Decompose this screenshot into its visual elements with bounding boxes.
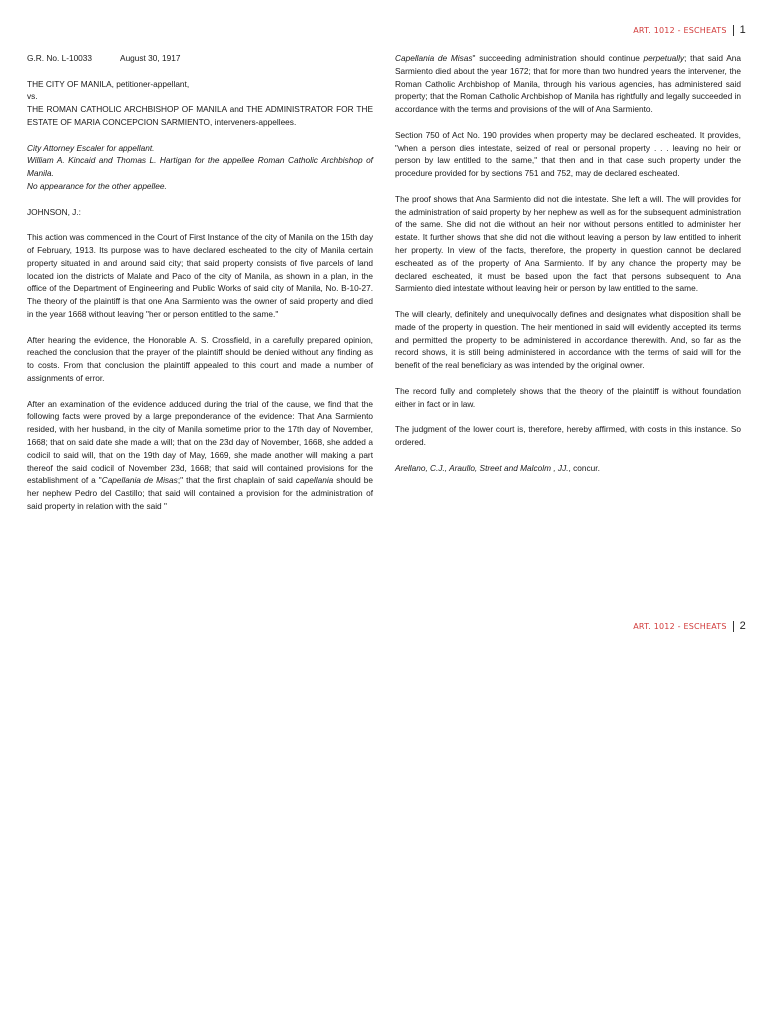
parties: [27, 78, 373, 129]
italic-term: capellania: [295, 475, 334, 486]
article-reference: ART. 1012 - ESCHEATS: [633, 621, 727, 631]
paragraph-6: The will clearly, definitely and unequivocally defines and designates what disposition shall be made of the property in question. The heir mentioned in said will evidently accepted its terms and permitted the property to be administered in accordance therewith. And, so far as the record shows, it is still being administered in accordance with the terms of said will for the benefit of the real beneficiary as was intended by the original owner.: [395, 308, 741, 371]
text-run: " succeeding administration should continue: [472, 53, 644, 63]
paragraph-7: The record fully and completely shows that the theory of the plaintiff is without foundation either in fact or in law.: [395, 385, 741, 409]
counsel-block: [27, 142, 373, 193]
case-number: G.R. No. L-10033: [27, 53, 93, 63]
counsel-other: No appearance for the other appellee.: [27, 180, 167, 191]
page-header-1: [633, 24, 746, 36]
paragraph-1: This action was commenced in the Court of First Instance of the city of Manila on the 15th day of February, 1913. Its purpose was to have declared escheated to the city of Manila certain property situated in and around said city; that said property consists of five parcels of land located ion the districts of Malate and Paco of the city of Manila, as shown in a plan, in the office of the Department of Engineering and Public Works of said city of Manila, No. B-10-27. The theory of the plaintiff is that one Ana Sarmiento was the owner of said property and died in the year 1668 without leaving "her or person entitled to the same.": [27, 232, 373, 319]
paragraph-8: The judgment of the lower court is, therefore, hereby affirmed, with costs in this instance. So ordered.: [395, 424, 741, 447]
article-reference: ART. 1012 - ESCHEATS: [633, 25, 727, 35]
versus: vs.: [27, 91, 38, 102]
right-column: [395, 52, 741, 487]
paragraph-3-continued: [395, 52, 741, 116]
text-run: After an examination of the evidence adduced during the trial of the cause, we find that the following facts were proved by a large preponderance of the evidence: That Ana Sarmiento resided, with her husband, in the city of Manila sometime prior to the 17th day of November, 1668; that on said date she made a will; that on the 23d day of November, 1668, she added a codicil to said will, that on the 19th day of May, 1669, she made another will making a part thereof the said codicil of November 23d, 1668; that said will contained provisions for the establishment of a ": [27, 398, 373, 486]
counsel-appellee: William A. Kincaid and Thomas L. Hartigan for the appellee Roman Catholic Archbishop of Manila.: [27, 155, 373, 179]
italic-term: Capellania de Misas: [395, 53, 473, 63]
page-number: 1: [739, 24, 746, 36]
counsel-appellant: City Attorney Escaler for appellant.: [27, 142, 155, 153]
paragraph-3: [27, 398, 373, 513]
respondents: THE ROMAN CATHOLIC ARCHBISHOP OF MANILA and THE ADMINISTRATOR FOR THE ESTATE OF MARIA CONCEPCION SARMIENTO, interveners-appellees.: [27, 104, 373, 127]
italic-term: perpetually: [643, 53, 685, 63]
header-divider: [733, 621, 734, 632]
petitioner: THE CITY OF MANILA, petitioner-appellant,: [27, 78, 190, 89]
page-header-2: [633, 620, 746, 632]
text-run: should be her nephew Pedro del Castillo; that said will contained a provision for the administration of said property in relation with the said ": [27, 475, 373, 511]
paragraph-4: Section 750 of Act No. 190 provides when property may be declared escheated. It provides, "when a person dies intestate, seized of real or personal property . . . leaving no heir or person by law entitled to the same," that then and in that case such property under the procedure provided for by sections 751 and 752, may de declared escheated.: [395, 129, 741, 179]
text-run: ; that said Ana Sarmiento died about the year 1672; that for more than two hundred years the intervener, the Roman Catholic Archbishop of Manila, through his various agencies, has administered said property; that the Roman Catholic Archbishop of Manila has rightfully and legally succeeded in accordance with the terms and provisions of the will of Ana Sarmiento.: [395, 53, 741, 115]
case-number-line: [27, 52, 373, 65]
case-date: August 30, 1917: [120, 53, 181, 63]
ponente: JOHNSON, J.:: [27, 206, 81, 217]
left-column: [27, 52, 373, 525]
text-run: ;" that the first chaplain of said: [177, 475, 296, 486]
header-divider: [733, 25, 734, 36]
paragraph-5: The proof shows that Ana Sarmiento did not die intestate. She left a will. The will provides for the administration of said property by her nephew as well as for the subsequent administration of the same. She did not die without an heir nor without persons entitled to administer her estate. It further shows that she did not die without leaving a person by law entitled to inherit her property. In view of the facts, therefore, the property in question cannot be declared escheated as of the property of Ana Sarmiento. If by any chance the property may be declared escheated, it must be based upon the fact that persons subsequent to Ana Sarmiento died intestate without leaving heir or person by law entitled to the same.: [395, 193, 741, 294]
italic-term: Capellania de Misas: [101, 475, 178, 486]
concur-text: , concur.: [568, 462, 600, 473]
concurring-justices: Arellano, C.J., Araullo, Street and Malcolm , JJ.: [395, 462, 569, 473]
paragraph-2: After hearing the evidence, the Honorable A. S. Crossfield, in a carefully prepared opinion, reached the conclusion that the prayer of the plaintiff should be denied without any finding as to costs. From that conclusion the plaintiff appealed to this court and made a number of assignments of error.: [27, 334, 373, 383]
page-number: 2: [739, 620, 746, 632]
concurrence: [395, 462, 741, 475]
